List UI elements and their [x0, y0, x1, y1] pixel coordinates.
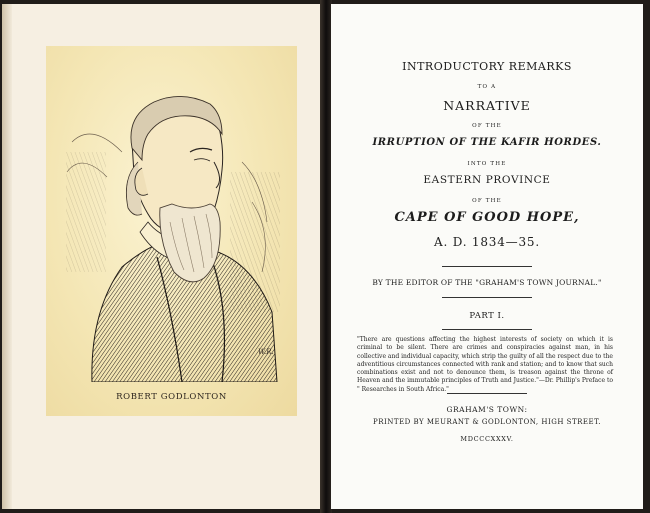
- portrait-plate: [46, 46, 297, 416]
- svg-text:W.R.: W.R.: [258, 348, 274, 356]
- title-page: [331, 4, 643, 509]
- portrait-engraving: [62, 82, 284, 382]
- title-line-6: INTO THE: [467, 161, 507, 167]
- title-line-9: CAPE OF GOOD HOPE,: [394, 210, 580, 225]
- portrait-caption: ROBERT GODLONTON: [116, 392, 227, 402]
- title-line-7: EASTERN PROVINCE: [423, 174, 551, 186]
- imprint-printer: PRINTED BY MEURANT & GODLONTON, HIGH STREET.: [373, 418, 601, 426]
- title-line-2: TO A: [477, 84, 497, 90]
- page-edge: [2, 4, 12, 509]
- byline: BY THE EDITOR OF THE "GRAHAM'S TOWN JOURNAL.": [372, 278, 602, 287]
- imprint-year: MDCCCXXXV.: [460, 435, 514, 443]
- left-page: [2, 4, 321, 509]
- title-line-1: INTRODUCTORY REMARKS: [402, 60, 572, 73]
- title-line-10: A. D. 1834—35.: [434, 235, 540, 249]
- title-line-4: OF THE: [472, 123, 502, 129]
- title-line-5: IRRUPTION OF THE KAFIR HORDES.: [372, 137, 602, 148]
- divider-rule: [442, 266, 532, 267]
- epigraph-quote: "There are questions affecting the highest interests of society on which it is criminal to be silent. There are crimes and conspiracies against man, in his collective and individual capacity, which strip the guilty of all the respect due to the adventitious circumstances connected with rank and station; and to know that such combinations exist and not to denounce them, is treason against the throne of Heaven and the immutable principles of Truth and Justice."—Dr. Phillip's Preface to " Researches in South Africa.": [357, 336, 613, 393]
- divider-rule: [442, 329, 532, 330]
- divider-rule: [442, 297, 532, 298]
- divider-rule: [447, 393, 527, 394]
- title-line-8: OF THE: [472, 198, 502, 204]
- part-label: PART I.: [469, 311, 505, 321]
- imprint-place: GRAHAM'S TOWN:: [446, 405, 528, 414]
- title-line-3: NARRATIVE: [443, 98, 531, 113]
